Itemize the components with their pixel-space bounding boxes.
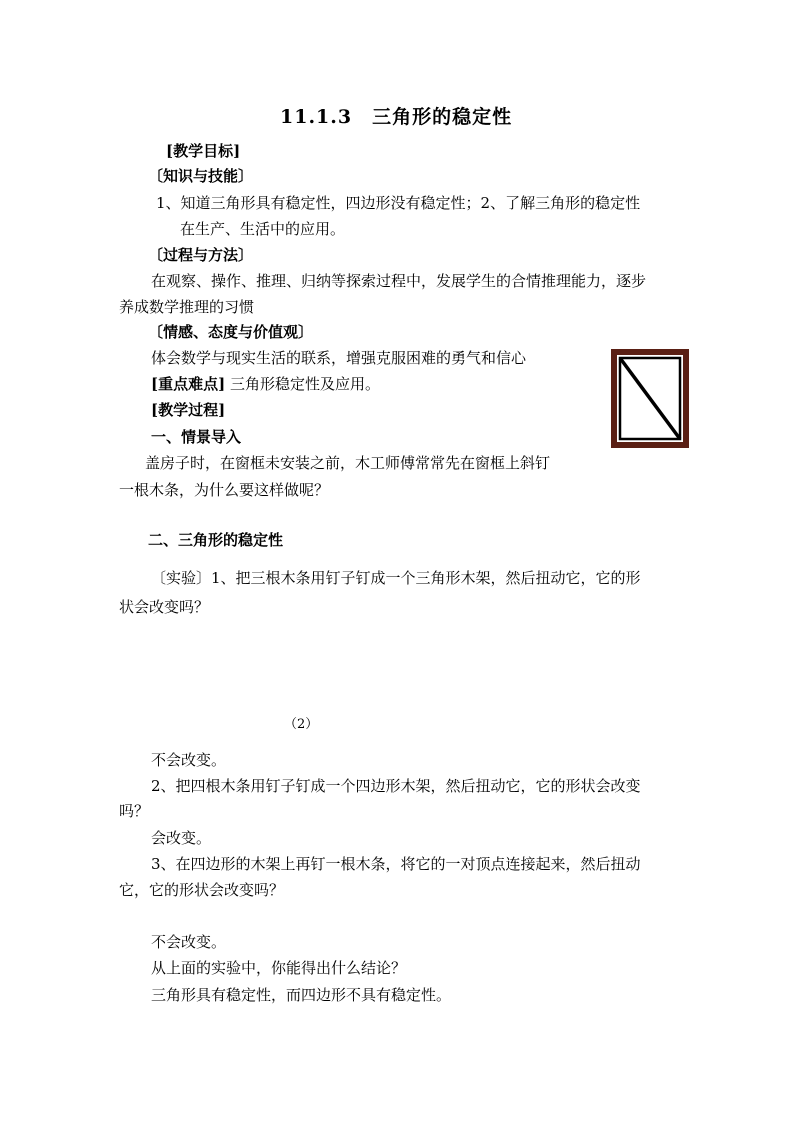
conclusion-text: 三角形具有稳定性，而四边形不具有稳定性。 [151,986,452,1004]
keypoints-label: [重点难点] [151,375,226,393]
process-line-1: 在观察、操作、推理、归纳等探索过程中，发展学生的合情推理能力，逐步 [151,272,647,290]
process-line-2: 养成数学推理的习惯 [119,298,255,316]
emotion-heading: 〔情感、态度与价值观〕 [148,323,314,341]
experiment-q1-line-1 [151,568,641,588]
window-frame-figure [611,349,689,448]
answer-3: 不会改变。 [151,933,227,951]
process-heading: 〔过程与方法〕 [148,246,254,264]
conclusion-question: 从上面的实验中，你能得出什么结论？ [151,959,407,977]
section1-heading: 一、情景导入 [151,428,242,446]
knowledge-line-2: 在生产、生活中的应用。 [180,220,346,238]
q2-line-2: 吗？ [119,802,150,820]
keypoints-text: 三角形稳定性及应用。 [229,375,380,393]
knowledge-heading: 〔知识与技能〕 [148,167,254,185]
page-title: 11.1.3 三角形的稳定性 [280,106,513,128]
q2-line-1: 2、把四根木条用钉子钉成一个四边形木架，然后扭动它，它的形状会改变 [151,777,641,795]
q3-line-1: 3、在四边形的木架上再钉一根木条，将它的一对顶点连接起来，然后扭动 [151,855,641,873]
section1-line-2: 一根木条，为什么要这样做呢？ [119,481,330,499]
experiment-q1-line-2: 状会改变吗？ [119,598,210,616]
q3-line-2: 它，它的形状会改变吗？ [119,881,285,899]
experiment-label: 〔实验〕 [151,569,212,587]
section2-heading: 二、三角形的稳定性 [148,531,284,549]
section1-line-1: 盖房子时，在窗框未安装之前，木工师傅常常先在窗框上斜钉 [145,454,551,472]
figure-caption: （2） [284,717,319,732]
knowledge-line-1: 1、知道三角形具有稳定性，四边形没有稳定性；2、了解三角形的稳定性 [156,194,641,212]
objectives-heading: [教学目标] [166,142,241,160]
emotion-text: 体会数学与现实生活的联系，增强克服困难的勇气和信心 [151,349,527,367]
keypoints-line [151,374,380,394]
teaching-process-heading: [教学过程] [151,401,226,419]
experiment-q1-text: 1、把三根木条用钉子钉成一个三角形木架，然后扭动它，它的形 [211,569,641,587]
answer-1: 不会改变。 [151,751,227,769]
answer-2: 会改变。 [151,829,212,847]
